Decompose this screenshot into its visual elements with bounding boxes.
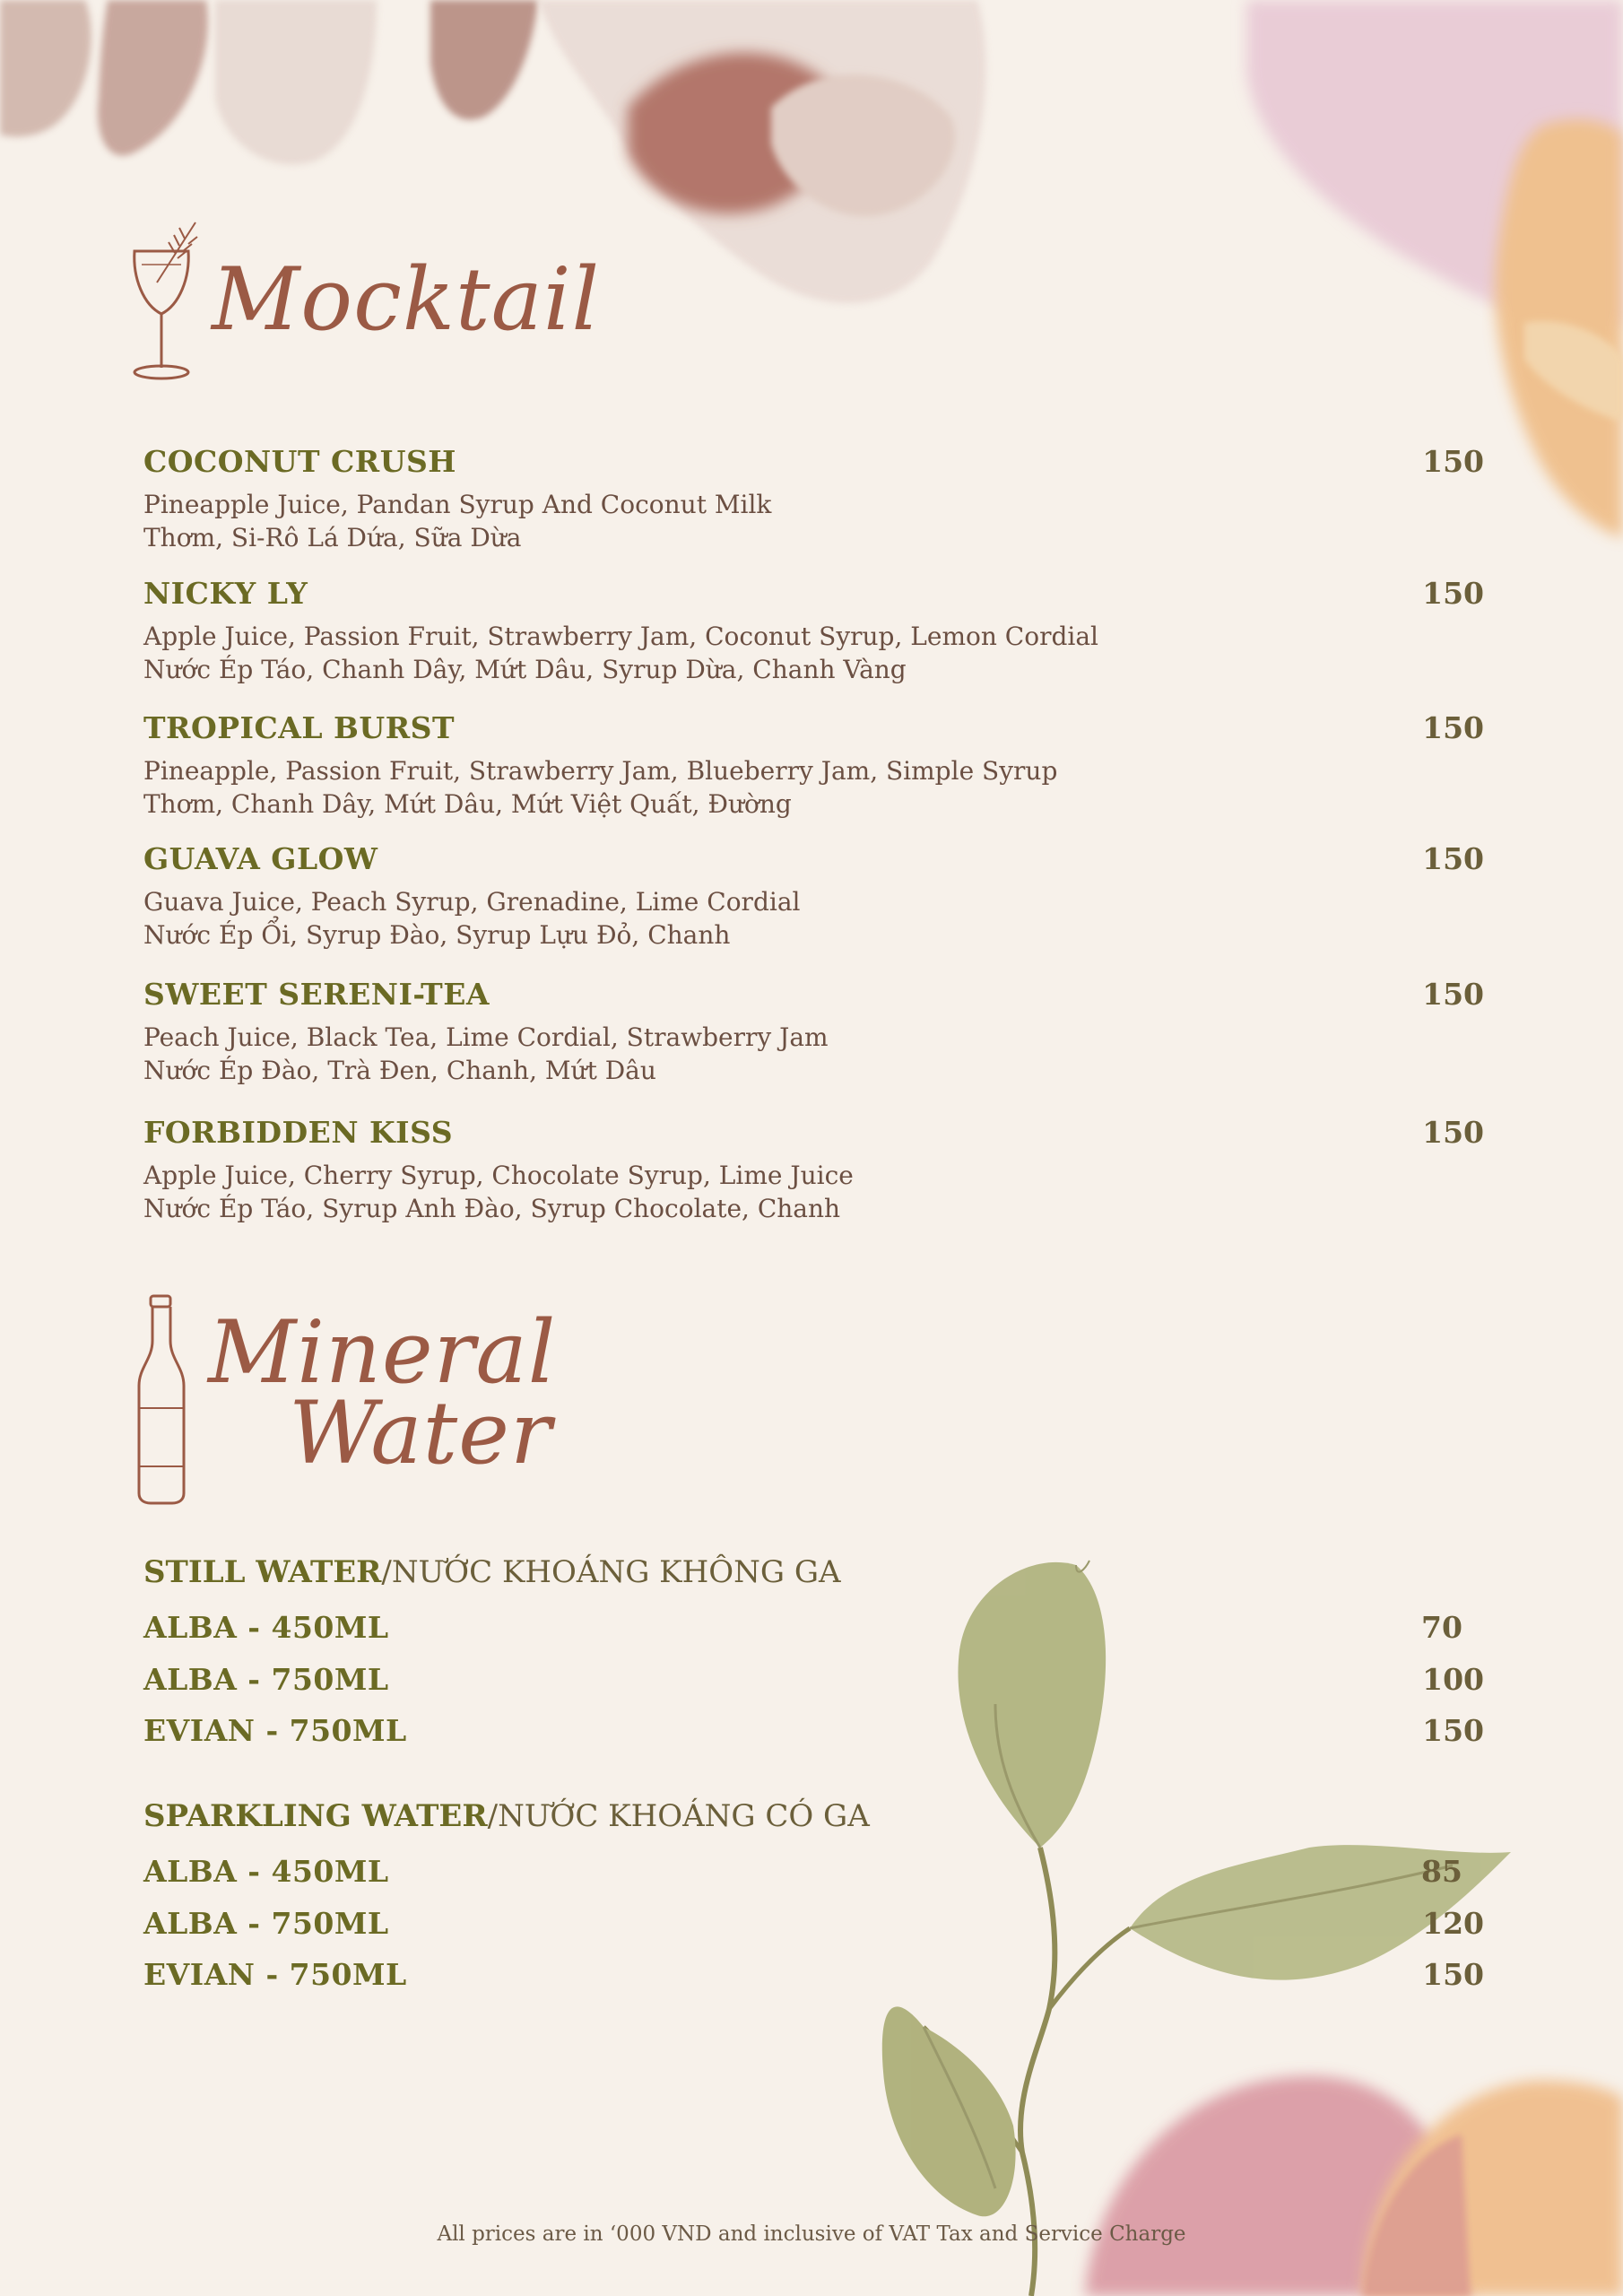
item-name: ALBA - 450ML: [143, 1610, 389, 1645]
menu-item-guava-glow: [143, 841, 1484, 952]
still-water-label-vi: /NƯỚC KHOÁNG KHÔNG GA: [381, 1554, 841, 1590]
menu-item-tropical-burst: [143, 710, 1484, 821]
item-name: ALBA - 450ML: [143, 1854, 389, 1889]
menu-item-coconut-crush: [143, 444, 1484, 554]
item-desc-vi: Nước Ép Đào, Trà Đen, Chanh, Mứt Dâu: [143, 1056, 656, 1085]
item-price: 150: [1422, 444, 1484, 479]
mineral-title-line2: Water: [289, 1383, 552, 1483]
price-footnote: All prices are in ‘000 VND and inclusive of VAT Tax and Service Charge: [437, 2222, 1186, 2246]
item-desc-vi: Thơm, Si-Rô Lá Dứa, Sữa Dừa: [143, 523, 522, 552]
sparkling-water-label-en: SPARKLING WATER: [143, 1798, 488, 1834]
list-item: [143, 1854, 1484, 1889]
list-item: [143, 1957, 1484, 1992]
item-desc-en: Pineapple, Passion Fruit, Strawberry Jam, Blueberry Jam, Simple Syrup: [143, 756, 1058, 786]
mineral-title-line1: Mineral: [208, 1302, 557, 1403]
item-price: 150: [1422, 576, 1484, 611]
menu-item-nicky-ly: [143, 576, 1484, 686]
item-price: 70: [1421, 1610, 1462, 1645]
list-item: [143, 1906, 1484, 1941]
still-water-label-en: STILL WATER: [143, 1554, 382, 1590]
item-price: 150: [1422, 1115, 1484, 1150]
water-bottle-icon: [126, 1292, 197, 1507]
mocktail-title: Mocktail: [212, 249, 601, 350]
sparkling-water-label-vi: /NƯỚC KHOÁNG CÓ GA: [487, 1798, 870, 1834]
mineral-water-heading: [126, 1292, 556, 1507]
item-desc-vi: Nước Ép Táo, Syrup Anh Đào, Syrup Chocolate, Chanh: [143, 1194, 841, 1223]
item-name: ALBA - 750ML: [143, 1662, 389, 1697]
item-desc-vi: Thơm, Chanh Dây, Mứt Dâu, Mứt Việt Quất, Đường: [143, 789, 792, 819]
menu-item-sweet-sereni-tea: [143, 977, 1484, 1087]
list-item: [143, 1662, 1484, 1697]
mocktail-heading: [126, 215, 600, 395]
sparkling-water-header: [143, 1798, 870, 1834]
bottom-right-blobs: [1085, 2076, 1623, 2296]
item-price: 150: [1422, 1713, 1484, 1748]
item-desc-en: Apple Juice, Passion Fruit, Strawberry Jam, Coconut Syrup, Lemon Cordial: [143, 622, 1098, 651]
item-name: FORBIDDEN KISS: [143, 1115, 454, 1150]
item-price: 150: [1422, 977, 1484, 1012]
list-item: [143, 1610, 1484, 1645]
item-desc-en: Pineapple Juice, Pandan Syrup And Coconut Milk: [143, 490, 772, 519]
menu-item-forbidden-kiss: [143, 1115, 1484, 1225]
item-name: EVIAN - 750ML: [143, 1957, 407, 1992]
item-desc-vi: Nước Ép Ổi, Syrup Đào, Syrup Lựu Đỏ, Chanh: [143, 920, 731, 950]
item-name: ALBA - 750ML: [143, 1906, 389, 1941]
item-price: 120: [1422, 1906, 1484, 1941]
item-name: GUAVA GLOW: [143, 841, 378, 876]
item-name: NICKY LY: [143, 576, 308, 611]
item-desc-vi: Nước Ép Táo, Chanh Dây, Mứt Dâu, Syrup Dừa, Chanh Vàng: [143, 655, 907, 684]
item-price: 85: [1421, 1854, 1462, 1889]
item-price: 150: [1422, 710, 1484, 745]
list-item: [143, 1713, 1484, 1748]
item-price: 150: [1422, 1957, 1484, 1992]
item-price: 150: [1422, 841, 1484, 876]
item-desc-en: Guava Juice, Peach Syrup, Grenadine, Lime Cordial: [143, 887, 801, 917]
item-name: COCONUT CRUSH: [143, 444, 456, 479]
item-desc-en: Apple Juice, Cherry Syrup, Chocolate Syrup, Lime Juice: [143, 1161, 854, 1190]
item-desc-en: Peach Juice, Black Tea, Lime Cordial, Strawberry Jam: [143, 1022, 829, 1052]
item-name: SWEET SERENI-TEA: [143, 977, 490, 1012]
item-name: EVIAN - 750ML: [143, 1713, 407, 1748]
item-name: TROPICAL BURST: [143, 710, 456, 745]
item-price: 100: [1422, 1662, 1484, 1697]
cocktail-glass-icon: [126, 215, 208, 395]
still-water-header: [143, 1554, 841, 1590]
